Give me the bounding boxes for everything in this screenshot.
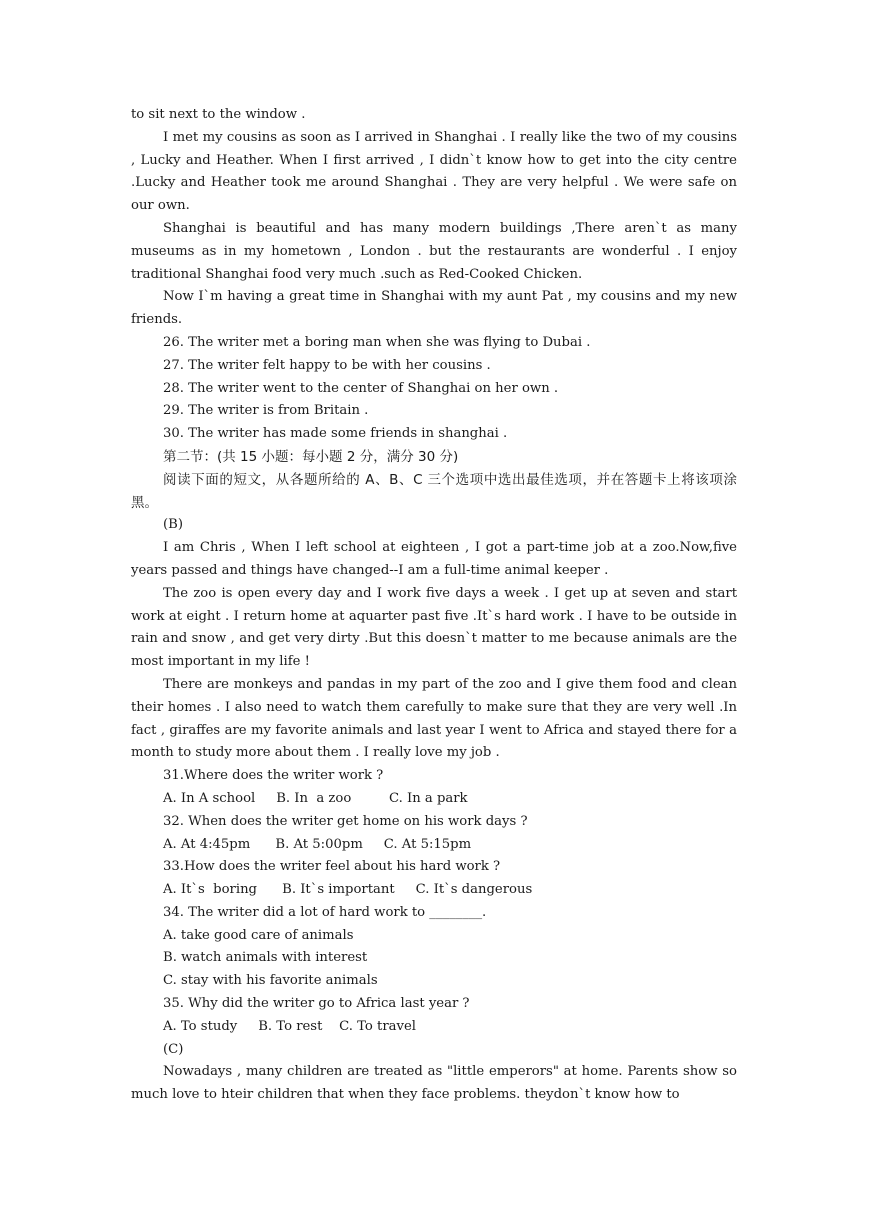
question-33: 33.How does the writer feel about his hard work ? <box>163 859 501 875</box>
question-34-option-b: B. watch animals with interest <box>163 950 368 966</box>
passage-c-paragraph-1: Nowadays , many children are treated as "little emperors" at home. Parents show so much love to hteir children that when they face problems. theydon`t know how to <box>131 1064 737 1103</box>
question-33-options: A. It`s boring B. It`s important C. It`s dangerous <box>163 882 533 898</box>
exam-page <box>131 104 737 1107</box>
passage-a-paragraph-1: I met my cousins as soon as I arrived in Shanghai . I really like the two of my cousins , Lucky and Heather. When I first arrived , I didn`t know how to get into the city centre .Lucky and Heather took me around Shanghai . They are very helpful . We were safe on our own. <box>131 129 737 214</box>
question-31: 31.Where does the writer work ? <box>163 768 384 784</box>
question-32-options: A. At 4:45pm B. At 5:00pm C. At 5:15pm <box>163 836 472 852</box>
passage-b-label: (B) <box>163 517 183 533</box>
passage-c-label: (C) <box>163 1041 184 1057</box>
passage-a-continuation: to sit next to the window . <box>131 107 306 122</box>
question-35: 35. Why did the writer go to Africa last year ? <box>163 996 470 1012</box>
question-35-options: A. To study B. To rest C. To travel <box>163 1018 416 1034</box>
passage-b-paragraph-3: There are monkeys and pandas in my part of the zoo and I give them food and clean their homes . I also need to watch them carefully to make sure that they are very well .In fact , giraffes are my favorite animals and last year I went to Africa and stayed there for a month to study more about them . I really love my job . <box>131 676 737 761</box>
section-2-heading: 第二节：(共 15 小题：每小题 2 分，满分 30 分) <box>163 448 459 465</box>
question-34-option-c: C. stay with his favorite animals <box>163 973 378 989</box>
passage-b-paragraph-2: The zoo is open every day and I work five days a week . I get up at seven and start work at eight . I return home at aquarter past five .It`s hard work . I have to be outside in rain and snow , and get very dirty .But this doesn`t matter to me because animals are the most important in my life ! <box>131 585 737 670</box>
statement-27: 27. The writer felt happy to be with her cousins . <box>163 357 491 373</box>
question-34-option-a: A. take good care of animals <box>163 927 354 943</box>
statement-29: 29. The writer is from Britain . <box>163 403 369 419</box>
question-34: 34. The writer did a lot of hard work to ________. <box>163 904 487 920</box>
statement-26: 26. The writer met a boring man when she was flying to Dubai . <box>163 334 591 350</box>
statement-28: 28. The writer went to the center of Shanghai on her own . <box>163 380 559 396</box>
question-31-options: A. In A school B. In a zoo C. In a park <box>163 790 468 806</box>
question-32: 32. When does the writer get home on his work days ? <box>163 813 528 829</box>
section-2-instruction: 阅读下面的短文，从各题所给的 A、B、C 三个选项中选出最佳选项，并在答题卡上将该项涂黑。 <box>131 471 737 511</box>
passage-a-paragraph-3: Now I`m having a great time in Shanghai with my aunt Pat , my cousins and my new friends. <box>131 289 737 328</box>
passage-b-paragraph-1: I am Chris , When I left school at eighteen , I got a part-time job at a zoo.Now,five years passed and things have changed--I am a full-time animal keeper . <box>131 540 737 578</box>
statement-30: 30. The writer has made some friends in shanghai . <box>163 426 508 442</box>
passage-a-paragraph-2: Shanghai is beautiful and has many modern buildings ,There aren`t as many museums as in my hometown , London . but the restaurants are wonderful . I enjoy traditional Shanghai food very much .such as Red-Cooked Chicken. <box>131 220 737 282</box>
